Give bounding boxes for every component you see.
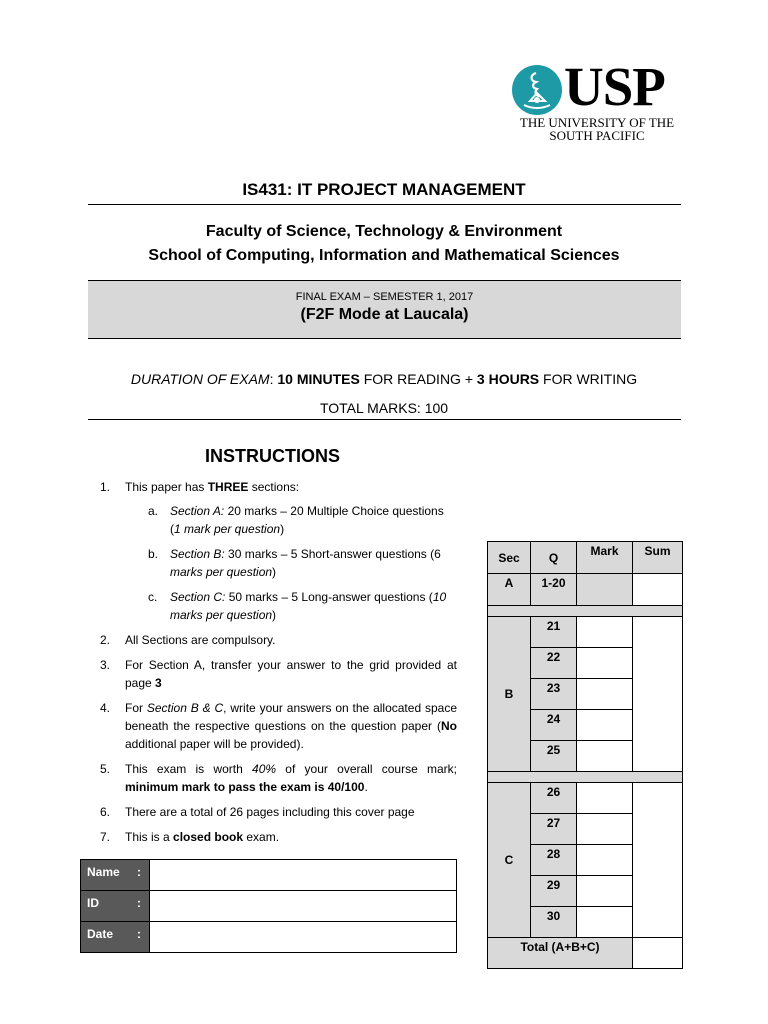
q-cell: 27 — [531, 814, 577, 845]
mark-cell-a — [577, 574, 633, 606]
instruction-item: 3. For Section A, transfer your answer to the grid provided at page 3 — [100, 658, 457, 690]
sections-list — [125, 502, 457, 624]
exam-info-band — [88, 280, 681, 339]
instruction-item: 7. This is a closed book exam. — [100, 830, 280, 844]
total-label: Total (A+B+C) — [488, 938, 633, 969]
q-cell: 24 — [531, 710, 577, 741]
sum-cell-c — [633, 783, 683, 938]
student-details-table — [80, 859, 457, 953]
section-separator — [488, 606, 683, 617]
writing-time: 3 HOURS — [476, 371, 540, 387]
section-c-item: c. Section C: 50 marks – 5 Long-answer questions (10 marks per question) — [148, 590, 447, 622]
exam-duration: DURATION OF EXAM: 10 MINUTES FOR READING + 3 HOURS FOR WRITING — [130, 371, 638, 387]
instruction-item: 2. All Sections are compulsory. — [100, 633, 276, 647]
usp-logo-text: USP — [564, 56, 665, 117]
sum-cell-a — [633, 574, 683, 606]
faculty-block — [0, 220, 768, 268]
q-range-a: 1-20 — [531, 574, 577, 606]
q-cell: 28 — [531, 845, 577, 876]
q-cell: 21 — [531, 617, 577, 648]
mark-cell — [577, 679, 633, 710]
header-q: Q — [531, 542, 577, 574]
q-cell: 26 — [531, 783, 577, 814]
date-label: Date : — [81, 922, 150, 953]
total-cell — [633, 938, 683, 969]
exam-mode: (F2F Mode at Laucala) — [300, 306, 469, 323]
q-cell: 29 — [531, 876, 577, 907]
instruction-item: 4. For Section B & C, write your answers on the allocated space beneath the respective questions on the question paper (No additional paper will be provided). — [100, 701, 458, 751]
total-marks: TOTAL MARKS: 100 — [319, 400, 449, 416]
name-label: Name : — [81, 860, 150, 891]
mark-cell — [577, 710, 633, 741]
section-separator — [488, 772, 683, 783]
usp-emblem-icon — [512, 65, 562, 115]
logo-subtitle-line1: THE UNIVERSITY OF THE — [519, 115, 675, 130]
sec-b-cell: B — [488, 617, 531, 772]
marks-divider — [88, 419, 681, 420]
title-divider — [88, 204, 681, 205]
header-mark: Mark — [577, 542, 633, 574]
name-field[interactable] — [150, 860, 457, 891]
marks-grid — [487, 541, 683, 969]
mark-cell — [577, 845, 633, 876]
header-sec: Sec — [488, 542, 531, 574]
logo-subtitle-line2: SOUTH PACIFIC — [549, 128, 645, 143]
instructions-list — [100, 478, 457, 853]
reading-time: 10 MINUTES — [277, 371, 360, 387]
header-sum: Sum — [633, 542, 683, 574]
sec-a-cell: A — [488, 574, 531, 606]
sum-cell-b — [633, 617, 683, 772]
mark-cell — [577, 741, 633, 772]
q-cell: 30 — [531, 907, 577, 938]
sec-c-cell: C — [488, 783, 531, 938]
instruction-item: 6. There are a total of 26 pages including this cover page — [100, 805, 415, 819]
mark-cell — [577, 617, 633, 648]
instruction-item: 5. This exam is worth 40% of your overall course mark; minimum mark to pass the exam is 40/100. — [100, 762, 458, 794]
instructions-heading: INSTRUCTIONS — [205, 446, 340, 466]
exam-semester: FINAL EXAM – SEMESTER 1, 2017 — [295, 291, 474, 303]
school-name: School of Computing, Information and Mathematical Sciences — [148, 247, 620, 264]
mark-cell — [577, 814, 633, 845]
section-b-item: b. Section B: 30 marks – 5 Short-answer questions (6 marks per question) — [148, 547, 441, 579]
duration-label: DURATION OF EXAM — [130, 371, 270, 387]
id-label: ID : — [81, 891, 150, 922]
date-field[interactable] — [150, 922, 457, 953]
q-cell: 25 — [531, 741, 577, 772]
section-a-item: a. Section A: 20 marks – 20 Multiple Choice questions (1 mark per question) — [148, 504, 444, 536]
mark-cell — [577, 648, 633, 679]
id-field[interactable] — [150, 891, 457, 922]
course-title: IS431: IT PROJECT MANAGEMENT — [242, 180, 526, 199]
q-cell: 22 — [531, 648, 577, 679]
instruction-item: 1. This paper has THREE sections: a. Section A: 20 marks – 20 Multiple Choice questions (1 mark per question) b. Section B: 30 marks – 5 Short-answer questions (6 marks per question) c. Section C: 50 marks – 5 Long-answer questions (10 marks per question) — [100, 478, 457, 624]
faculty-name: Faculty of Science, Technology & Environment — [205, 223, 563, 240]
q-cell: 23 — [531, 679, 577, 710]
mark-cell — [577, 783, 633, 814]
usp-logo — [512, 56, 688, 158]
mark-cell — [577, 907, 633, 938]
mark-cell — [577, 876, 633, 907]
